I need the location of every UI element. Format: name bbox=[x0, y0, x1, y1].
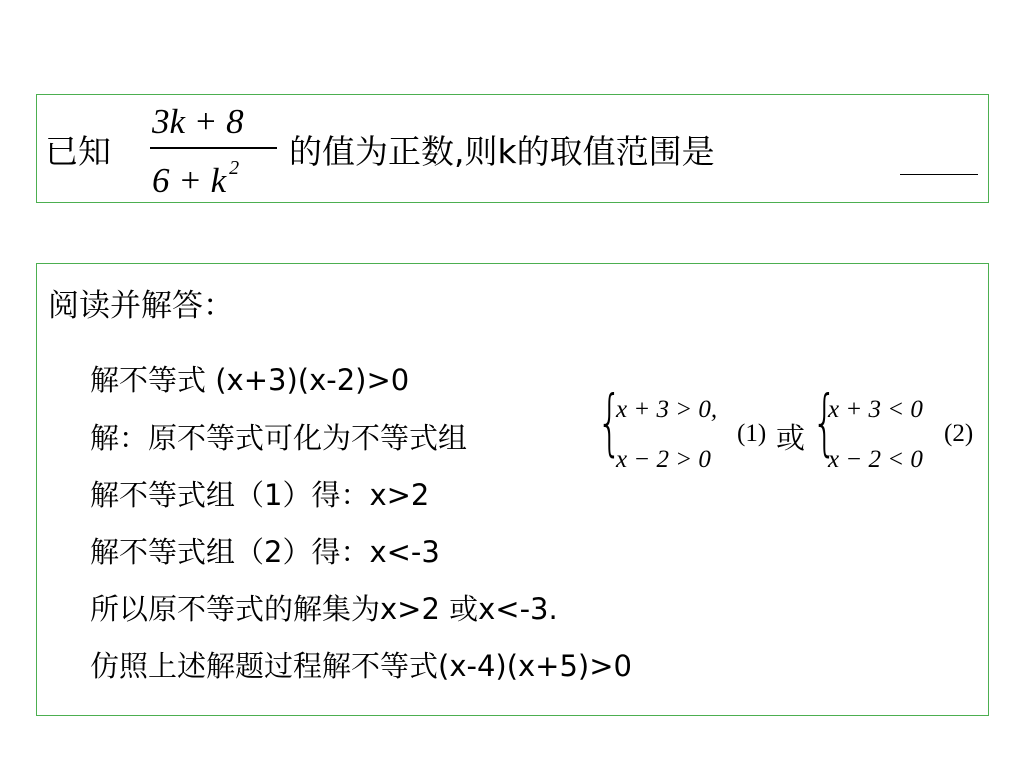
problem-2-line-4: 解不等式组（1）得：x>2 bbox=[90, 478, 430, 512]
problem-2-heading: 阅读并解答： bbox=[48, 288, 234, 324]
or-word: 或 bbox=[776, 421, 806, 455]
system-2-row-1: x + 3 < 0 bbox=[828, 396, 923, 423]
problem-1-suffix: 的值为正数,则k的取值范围是 bbox=[289, 132, 715, 171]
system-2-label: (2) bbox=[944, 420, 974, 447]
fraction-denominator-base: 6 + k bbox=[152, 161, 227, 200]
fraction-denominator bbox=[152, 157, 239, 201]
problem-2-line-5: 解不等式组（2）得：x<-3 bbox=[90, 535, 440, 569]
answer-blank bbox=[900, 174, 978, 175]
system-1-label: (1) bbox=[737, 420, 767, 447]
problem-2-line-7: 仿照上述解题过程解不等式(x-4)(x+5)>0 bbox=[90, 649, 632, 683]
system-2-row-2: x − 2 < 0 bbox=[828, 446, 923, 473]
fraction-bar bbox=[150, 147, 277, 149]
problem-1-prefix: 已知 bbox=[45, 132, 111, 171]
problem-2-line-1: 解不等式 (x+3)(x-2)>0 bbox=[90, 363, 410, 397]
problem-2-line-2: 解：原不等式可化为不等式组 bbox=[90, 421, 468, 455]
system-1-row-1: x + 3 > 0, bbox=[616, 396, 718, 423]
problem-2-line-6: 所以原不等式的解集为x>2 或x<-3. bbox=[90, 592, 558, 626]
system-1-brace: { bbox=[597, 380, 623, 464]
system-2-brace: { bbox=[812, 380, 838, 464]
fraction-numerator: 3k + 8 bbox=[152, 102, 244, 141]
fraction-denominator-exponent: 2 bbox=[229, 157, 240, 179]
system-1-row-2: x − 2 > 0 bbox=[616, 446, 711, 473]
